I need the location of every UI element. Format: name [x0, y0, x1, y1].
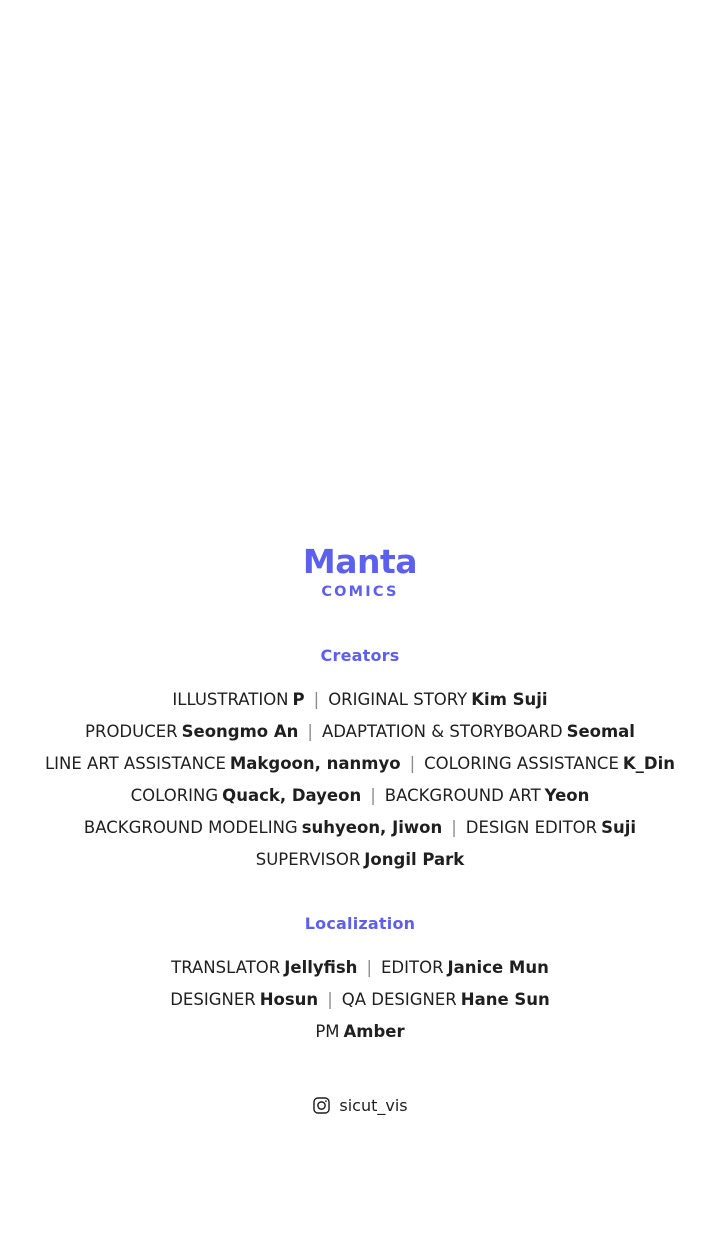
credit-role: PRODUCER	[85, 721, 178, 741]
credit-separator: |	[370, 785, 376, 805]
credit-name: Hane Sun	[460, 989, 550, 1009]
credit-name: suhyeon, Jiwon	[301, 817, 443, 837]
credit-role: ORIGINAL STORY	[328, 689, 468, 709]
credit-role: BACKGROUND MODELING	[83, 817, 298, 837]
credit-role: TRANSLATOR	[171, 957, 281, 977]
credit-role: QA DESIGNER	[341, 989, 457, 1009]
credit-name: Jongil Park	[364, 849, 465, 869]
credit-line	[0, 1016, 720, 1048]
credit-name: Kim Suji	[471, 689, 548, 709]
credits-block	[0, 542, 720, 1115]
credit-line	[0, 716, 720, 748]
credit-separator: |	[451, 817, 457, 837]
section-title-creators: Creators	[320, 645, 400, 665]
credit-name: Seomal	[566, 721, 635, 741]
section-title-localization: Localization	[304, 913, 416, 933]
credit-line	[0, 780, 720, 812]
credit-role: EDITOR	[381, 957, 444, 977]
credit-separator: |	[307, 721, 313, 741]
credit-name: Yeon	[544, 785, 590, 805]
credit-name: Suji	[601, 817, 637, 837]
credit-role: SUPERVISOR	[255, 849, 361, 869]
instagram-icon	[312, 1096, 331, 1115]
credit-line	[0, 984, 720, 1016]
credit-name: Quack, Dayeon	[222, 785, 362, 805]
logo-wordmark: Manta	[302, 542, 418, 581]
credit-name: Makgoon, nanmyo	[229, 753, 401, 773]
logo-subtitle: COMICS	[321, 583, 399, 600]
credit-role: ADAPTATION & STORYBOARD	[321, 721, 563, 741]
credit-name: Amber	[343, 1021, 405, 1041]
credit-line	[0, 952, 720, 984]
credit-role: COLORING ASSISTANCE	[424, 753, 619, 773]
section-localization	[0, 914, 720, 1048]
credit-name: Janice Mun	[447, 957, 549, 977]
manta-comics-logo	[0, 542, 720, 600]
credit-role: PM	[315, 1021, 340, 1041]
credit-role: LINE ART ASSISTANCE	[44, 753, 226, 773]
credit-role: BACKGROUND ART	[384, 785, 541, 805]
credit-line	[0, 748, 720, 780]
credit-separator: |	[313, 689, 320, 709]
credit-role: ILLUSTRATION	[172, 689, 289, 709]
social-handle-row[interactable]	[0, 1096, 720, 1115]
credit-name: P	[292, 689, 305, 709]
credit-separator: |	[366, 957, 372, 977]
social-handle-text: sicut_vis	[339, 1095, 408, 1115]
credit-name: Seongmo An	[181, 721, 299, 741]
credit-separator: |	[327, 989, 333, 1009]
credit-role: COLORING	[130, 785, 219, 805]
credit-role: DESIGN EDITOR	[465, 817, 598, 837]
section-creators	[0, 646, 720, 876]
credit-name: Hosun	[259, 989, 319, 1009]
credit-line	[0, 684, 720, 716]
credit-role: DESIGNER	[170, 989, 256, 1009]
credit-name: Jellyfish	[284, 957, 358, 977]
credit-separator: |	[409, 753, 416, 773]
credit-line	[0, 812, 720, 844]
credit-line	[0, 844, 720, 876]
credit-name: K_Din	[622, 753, 676, 773]
